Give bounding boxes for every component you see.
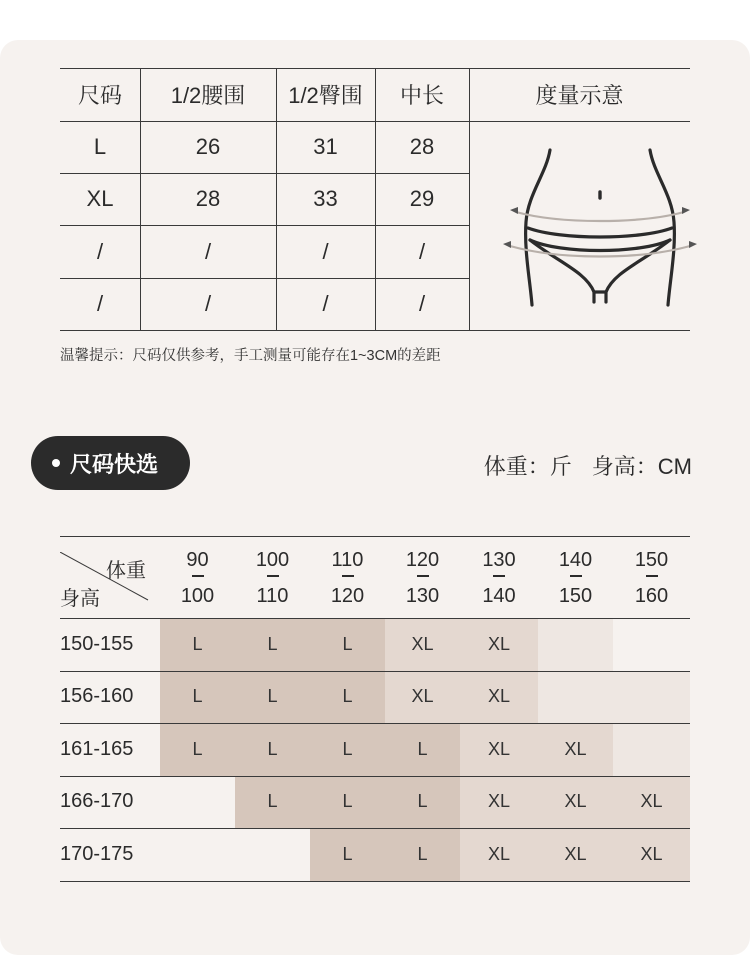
range-dash	[417, 575, 429, 577]
size-cell: /	[418, 291, 426, 316]
size-recommendation-cell: L	[235, 671, 310, 724]
table-rule	[60, 618, 690, 619]
bullet-dot-icon	[52, 459, 60, 467]
weight-range-header	[160, 550, 235, 606]
weight-range-from: 100	[255, 549, 290, 571]
weight-range-from: 150	[634, 549, 669, 571]
size-recommendation-cell	[538, 618, 613, 671]
header-length: 中长	[399, 83, 444, 108]
header-measure-diagram: 度量示意	[535, 83, 624, 108]
height-range-label: 150-155	[60, 632, 134, 655]
size-recommendation-cell: L	[310, 776, 385, 829]
size-recommendation-cell: L	[235, 618, 310, 671]
range-dash	[570, 575, 582, 577]
weight-range-to: 100	[180, 585, 215, 607]
size-cell: L	[93, 134, 107, 159]
size-recommendation-cell	[160, 776, 235, 829]
size-recommendation-cell: XL	[538, 828, 613, 881]
header-size: 尺码	[77, 83, 122, 108]
size-recommendation-cell: XL	[385, 618, 460, 671]
weight-range-header	[613, 550, 690, 606]
height-range-label: 166-170	[60, 790, 134, 813]
size-recommendation-cell	[613, 671, 690, 724]
weight-range-to: 160	[634, 585, 669, 607]
size-recommendation-cell: XL	[538, 776, 613, 829]
range-dash	[342, 575, 354, 577]
height-range-label: 170-175	[60, 842, 134, 865]
size-recommendation-cell: L	[310, 618, 385, 671]
size-recommendation-cell	[613, 618, 690, 671]
weight-range-to: 140	[482, 585, 516, 607]
size-recommendation-cell: L	[310, 723, 385, 776]
size-recommendation-cell	[160, 828, 235, 881]
weight-range-to: 120	[330, 585, 365, 607]
size-recommendation-cell: L	[310, 671, 385, 724]
range-dash	[267, 575, 279, 577]
size-recommendation-cell: XL	[613, 776, 690, 829]
size-recommendation-cell: L	[385, 828, 460, 881]
table-rule	[60, 881, 690, 882]
weight-range-from: 130	[482, 549, 516, 571]
table-rule	[60, 536, 690, 537]
weight-range-to: 110	[256, 585, 289, 607]
weight-range-from: 140	[558, 549, 593, 571]
range-dash	[646, 575, 658, 577]
size-recommendation-cell: L	[385, 776, 460, 829]
range-dash	[192, 575, 204, 577]
height-unit: 身高：CM	[591, 454, 692, 479]
weight-range-header	[385, 550, 460, 606]
height-range-label: 156-160	[60, 685, 134, 708]
size-cell: 33	[313, 186, 338, 211]
size-recommendation-cell: L	[160, 723, 235, 776]
height-range-label: 161-165	[60, 737, 134, 760]
weight-range-from: 90	[186, 549, 209, 571]
size-recommendation-cell	[235, 828, 310, 881]
size-recommendation-cell	[538, 671, 613, 724]
range-dash	[493, 575, 505, 577]
size-cell: /	[96, 291, 104, 316]
weight-range-from: 110	[331, 549, 364, 571]
weight-range-from: 120	[405, 549, 440, 571]
size-cell: XL	[86, 186, 114, 211]
weight-unit: 体重：斤	[483, 454, 572, 479]
size-cell: /	[204, 291, 212, 316]
size-quick-select-table	[60, 536, 690, 881]
size-recommendation-cell: L	[160, 671, 235, 724]
weight-range-to: 150	[558, 585, 593, 607]
size-cell: 28	[409, 134, 435, 159]
size-recommendation-cell: XL	[538, 723, 613, 776]
size-cell: 26	[195, 134, 221, 159]
size-recommendation-cell: XL	[460, 618, 538, 671]
size-recommendation-cell: XL	[613, 828, 690, 881]
table-rule	[60, 671, 690, 672]
size-cell: 29	[409, 186, 435, 211]
weight-range-header	[538, 550, 613, 606]
size-cell: /	[96, 238, 104, 264]
corner-weight-label: 体重	[106, 560, 146, 582]
weight-range-to: 130	[405, 585, 440, 607]
size-recommendation-cell: L	[235, 776, 310, 829]
header-half-waist: 1/2腰围	[170, 83, 246, 108]
body-measurement-diagram	[500, 142, 700, 312]
units-legend	[484, 450, 692, 481]
size-cell: /	[204, 238, 212, 264]
size-recommendation-cell: XL	[460, 723, 538, 776]
size-recommendation-cell: XL	[385, 671, 460, 724]
table-rule	[60, 723, 690, 724]
size-cell: 31	[313, 134, 338, 159]
table-rule	[60, 776, 690, 777]
tip-text: 温馨提示：尺码仅供参考，手工测量可能存在1~3CM的差距	[60, 348, 441, 364]
size-recommendation-cell: XL	[460, 776, 538, 829]
size-cell: 28	[195, 186, 221, 211]
size-cell: /	[322, 291, 329, 316]
weight-range-header	[310, 550, 385, 606]
size-recommendation-cell: L	[310, 828, 385, 881]
weight-range-header	[460, 550, 538, 606]
size-table	[60, 68, 690, 331]
quick-select-label: 尺码快选	[70, 451, 159, 477]
size-recommendation-cell: L	[385, 723, 460, 776]
corner-height-label: 身高	[60, 588, 100, 610]
size-cell: /	[418, 238, 426, 264]
size-recommendation-cell: L	[160, 618, 235, 671]
size-recommendation-cell: XL	[460, 828, 538, 881]
size-recommendation-cell	[613, 723, 690, 776]
table-rule	[60, 828, 690, 829]
size-recommendation-cell: XL	[460, 671, 538, 724]
size-quick-select-badge	[31, 436, 190, 490]
weight-range-header	[235, 550, 310, 606]
size-cell: /	[322, 238, 329, 264]
header-half-hip: 1/2臀围	[288, 83, 363, 108]
size-recommendation-cell: L	[235, 723, 310, 776]
